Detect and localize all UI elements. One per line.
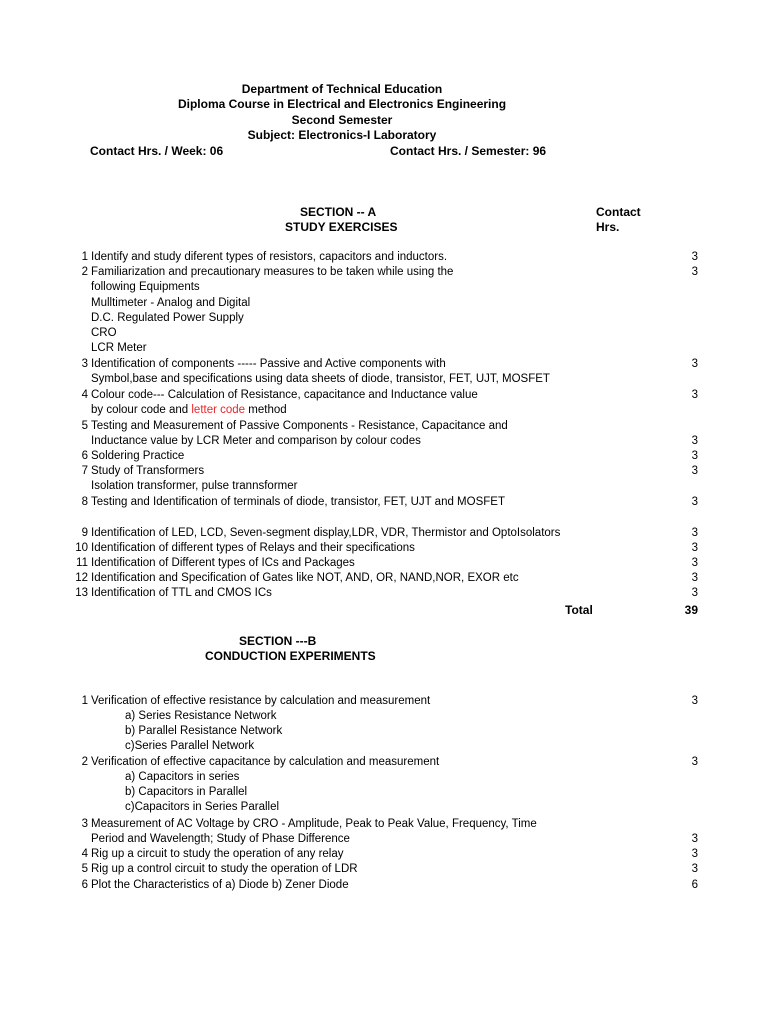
item-number: 4 [81, 389, 88, 401]
item-continuation [0, 833, 768, 848]
department-title: Department of Technical Education [241, 82, 443, 96]
item-number: 10 [75, 542, 88, 554]
item-text: Symbol,base and specifications using data sheets of diode, transistor, FET, UJT, MOSFET [91, 373, 550, 385]
list-item [0, 266, 768, 281]
list-item [0, 557, 768, 572]
item-hours: 3 [691, 587, 698, 599]
total-value: 39 [684, 603, 698, 617]
item-text: Study of Transformers [91, 465, 205, 477]
item-continuation [0, 373, 768, 388]
item-number: 3 [81, 818, 88, 830]
sub-item [0, 725, 768, 740]
item-text: Identification of different types of Relays and their specifications [91, 542, 415, 554]
sub-item [0, 786, 768, 801]
item-text: Rig up a control circuit to study the operation of LDR [91, 863, 358, 875]
item-hours: 3 [691, 435, 698, 447]
item-text: Plot the Characteristics of a) Diode b) Zener Diode [91, 879, 349, 891]
item-text: D.C. Regulated Power Supply [91, 312, 244, 324]
item-hours: 3 [691, 833, 698, 845]
item-continuation [0, 404, 768, 419]
item-continuation [0, 327, 768, 342]
item-hours: 3 [691, 695, 698, 707]
list-item [0, 695, 768, 710]
item-text: Colour code--- Calculation of Resistance, capacitance and Inductance value [91, 389, 478, 401]
item-number: 13 [75, 587, 88, 599]
item-hours: 3 [691, 465, 698, 477]
section-b-subtitle: CONDUCTION EXPERIMENTS [205, 649, 376, 663]
item-text [91, 404, 287, 416]
item-number: 7 [81, 465, 88, 477]
item-hours: 3 [691, 389, 698, 401]
sub-item-text: b) Parallel Resistance Network [125, 725, 283, 737]
sub-item-text: a) Series Resistance Network [125, 710, 277, 722]
item-text: LCR Meter [91, 342, 147, 354]
section-a-subtitle: STUDY EXERCISES [285, 220, 398, 234]
list-item [0, 527, 768, 542]
item-number: 12 [75, 572, 88, 584]
list-item [0, 542, 768, 557]
item-text: Soldering Practice [91, 450, 185, 462]
list-item [0, 389, 768, 404]
item-continuation [0, 342, 768, 357]
highlighted-text: letter code [191, 404, 246, 416]
item-number: 1 [81, 251, 88, 263]
sub-item-text: b) Capacitors in Parallel [125, 786, 248, 798]
list-item [0, 465, 768, 480]
item-number: 6 [81, 450, 88, 462]
text-segment: by colour code and [91, 404, 192, 416]
item-hours: 3 [691, 756, 698, 768]
item-number: 2 [81, 756, 88, 768]
item-text: Period and Wavelength; Study of Phase Difference [91, 833, 350, 845]
item-hours: 3 [691, 542, 698, 554]
item-text: Testing and Identification of terminals of diode, transistor, FET, UJT and MOSFET [91, 496, 505, 508]
list-item [0, 848, 768, 863]
item-continuation [0, 281, 768, 296]
list-item [0, 863, 768, 878]
item-hours: 3 [691, 557, 698, 569]
item-hours: 3 [691, 450, 698, 462]
item-hours: 3 [691, 358, 698, 370]
item-number: 3 [81, 358, 88, 370]
item-text: Measurement of AC Voltage by CRO - Amplitude, Peak to Peak Value, Frequency, Time [91, 818, 537, 830]
semester-title: Second Semester [291, 113, 393, 127]
item-continuation [0, 312, 768, 327]
item-text: Isolation transformer, pulse trannsformer [91, 480, 298, 492]
item-continuation [0, 480, 768, 495]
item-number: 8 [81, 496, 88, 508]
item-number: 1 [81, 695, 88, 707]
list-item [0, 879, 768, 894]
list-item [0, 420, 768, 435]
contact-hours-week: Contact Hrs. / Week: 06 [90, 144, 224, 158]
item-text: Rig up a circuit to study the operation of any relay [91, 848, 344, 860]
contact-column-heading: Contact [596, 205, 641, 219]
item-text: following Equipments [91, 281, 200, 293]
list-item [0, 496, 768, 511]
sub-item-text: a) Capacitors in series [125, 771, 240, 783]
item-hours: 3 [691, 848, 698, 860]
item-text: Identification of components ----- Passive and Active components with [91, 358, 446, 370]
hours-column-heading: Hrs. [596, 220, 620, 234]
item-hours: 3 [691, 527, 698, 539]
list-item [0, 587, 768, 602]
item-hours: 3 [691, 572, 698, 584]
item-text: Identification and Specification of Gates like NOT, AND, OR, NAND,NOR, EXOR etc [91, 572, 519, 584]
item-number: 6 [81, 879, 88, 891]
item-continuation [0, 435, 768, 450]
item-text: CRO [91, 327, 117, 339]
section-a-title: SECTION -- A [300, 205, 377, 219]
item-text: Testing and Measurement of Passive Components - Resistance, Capacitance and [91, 420, 508, 432]
subject-title: Subject: Electronics-I Laboratory [247, 128, 437, 142]
list-item [0, 251, 768, 266]
item-text: Verification of effective resistance by calculation and measurement [91, 695, 431, 707]
item-hours: 3 [691, 496, 698, 508]
item-number: 11 [76, 557, 88, 569]
sub-item [0, 740, 768, 755]
item-text: Identification of Different types of ICs and Packages [91, 557, 355, 569]
section-b-title: SECTION ---B [239, 634, 317, 648]
item-number: 9 [81, 527, 88, 539]
item-continuation [0, 297, 768, 312]
contact-hours-semester: Contact Hrs. / Semester: 96 [390, 144, 547, 158]
list-item [0, 572, 768, 587]
item-text: Identify and study diferent types of resistors, capacitors and inductors. [91, 251, 448, 263]
item-text: Identification of LED, LCD, Seven-segment display,LDR, VDR, Thermistor and OptoIsolators [91, 527, 561, 539]
list-item [0, 358, 768, 373]
total-label: Total [565, 603, 593, 617]
item-text: Familiarization and precautionary measures to be taken while using the [91, 266, 454, 278]
item-text: Identification of TTL and CMOS ICs [91, 587, 272, 599]
item-hours: 3 [691, 266, 698, 278]
sub-item-text: c)Series Parallel Network [125, 740, 255, 752]
item-number: 5 [81, 863, 88, 875]
sub-item [0, 771, 768, 786]
item-hours: 3 [691, 863, 698, 875]
sub-item [0, 710, 768, 725]
item-number: 4 [81, 848, 88, 860]
list-item [0, 756, 768, 771]
item-text: Mulltimeter - Analog and Digital [91, 297, 251, 309]
item-hours: 3 [691, 251, 698, 263]
sub-item-text: c)Capacitors in Series Parallel [125, 801, 280, 813]
sub-item [0, 801, 768, 816]
text-segment: method [245, 404, 287, 416]
item-text: Inductance value by LCR Meter and comparison by colour codes [91, 435, 421, 447]
item-number: 5 [81, 420, 88, 432]
item-number: 2 [81, 266, 88, 278]
list-item [0, 818, 768, 833]
list-item [0, 450, 768, 465]
course-title: Diploma Course in Electrical and Electronics Engineering [177, 97, 507, 111]
item-text: Verification of effective capacitance by calculation and measurement [91, 756, 440, 768]
item-hours: 6 [691, 879, 698, 891]
